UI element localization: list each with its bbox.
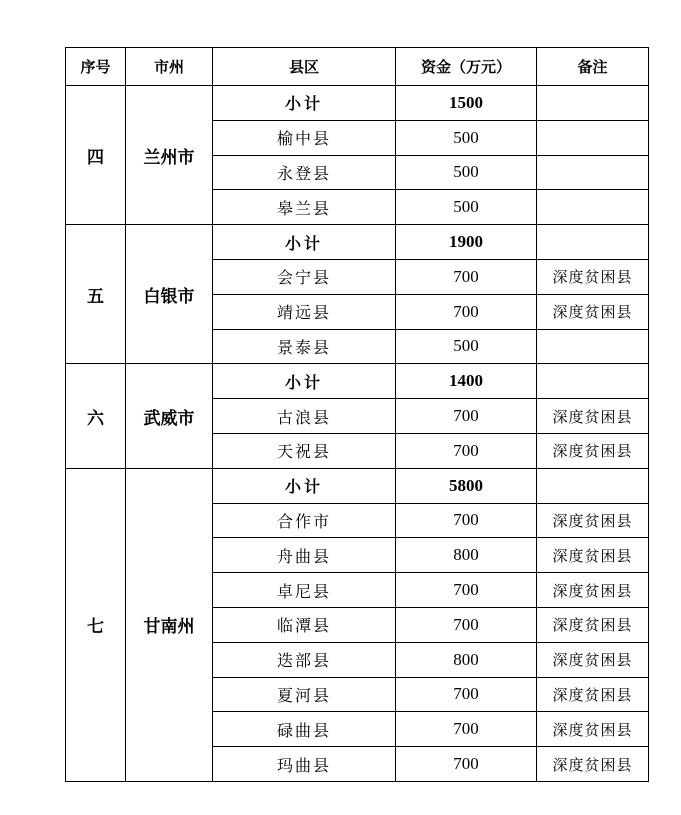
amount-cell: 700 bbox=[396, 747, 537, 782]
amount-cell: 700 bbox=[396, 712, 537, 747]
county-cell: 皋兰县 bbox=[213, 190, 396, 225]
note-cell bbox=[537, 225, 649, 260]
note-cell: 深度贫困县 bbox=[537, 503, 649, 538]
county-cell: 榆中县 bbox=[213, 120, 396, 155]
table-row bbox=[66, 468, 649, 503]
amount-cell: 700 bbox=[396, 677, 537, 712]
note-cell: 深度贫困县 bbox=[537, 433, 649, 468]
group-seq: 五 bbox=[66, 225, 126, 364]
county-cell: 舟曲县 bbox=[213, 538, 396, 573]
county-cell: 靖远县 bbox=[213, 294, 396, 329]
county-cell: 夏河县 bbox=[213, 677, 396, 712]
header-amount: 资金（万元） bbox=[396, 48, 537, 86]
note-cell bbox=[537, 329, 649, 364]
county-cell: 碌曲县 bbox=[213, 712, 396, 747]
county-cell: 永登县 bbox=[213, 155, 396, 190]
note-cell: 深度贫困县 bbox=[537, 747, 649, 782]
table-row bbox=[66, 86, 649, 121]
amount-cell: 5800 bbox=[396, 468, 537, 503]
group-city: 武威市 bbox=[126, 364, 213, 468]
amount-cell: 700 bbox=[396, 399, 537, 434]
group-seq: 七 bbox=[66, 468, 126, 781]
county-cell: 小计 bbox=[213, 86, 396, 121]
amount-cell: 500 bbox=[396, 329, 537, 364]
note-cell bbox=[537, 364, 649, 399]
amount-cell: 800 bbox=[396, 538, 537, 573]
note-cell: 深度贫困县 bbox=[537, 677, 649, 712]
note-cell bbox=[537, 86, 649, 121]
amount-cell: 1900 bbox=[396, 225, 537, 260]
county-cell: 卓尼县 bbox=[213, 573, 396, 608]
county-cell: 会宁县 bbox=[213, 259, 396, 294]
header-city: 市州 bbox=[126, 48, 213, 86]
group-city: 白银市 bbox=[126, 225, 213, 364]
table-row bbox=[66, 364, 649, 399]
county-cell: 玛曲县 bbox=[213, 747, 396, 782]
amount-cell: 500 bbox=[396, 155, 537, 190]
amount-cell: 700 bbox=[396, 607, 537, 642]
amount-cell: 700 bbox=[396, 503, 537, 538]
note-cell: 深度贫困县 bbox=[537, 573, 649, 608]
group-seq: 四 bbox=[66, 86, 126, 225]
note-cell bbox=[537, 155, 649, 190]
county-cell: 迭部县 bbox=[213, 642, 396, 677]
county-cell: 小计 bbox=[213, 364, 396, 399]
note-cell: 深度贫困县 bbox=[537, 538, 649, 573]
county-cell: 天祝县 bbox=[213, 433, 396, 468]
amount-cell: 500 bbox=[396, 190, 537, 225]
group-seq: 六 bbox=[66, 364, 126, 468]
county-cell: 小计 bbox=[213, 468, 396, 503]
note-cell: 深度贫困县 bbox=[537, 607, 649, 642]
group-city: 兰州市 bbox=[126, 86, 213, 225]
note-cell: 深度贫困县 bbox=[537, 712, 649, 747]
amount-cell: 700 bbox=[396, 259, 537, 294]
note-cell: 深度贫困县 bbox=[537, 294, 649, 329]
note-cell bbox=[537, 468, 649, 503]
note-cell: 深度贫困县 bbox=[537, 259, 649, 294]
header-row bbox=[66, 48, 649, 86]
county-cell: 合作市 bbox=[213, 503, 396, 538]
header-county: 县区 bbox=[213, 48, 396, 86]
amount-cell: 700 bbox=[396, 433, 537, 468]
note-cell bbox=[537, 190, 649, 225]
county-cell: 小计 bbox=[213, 225, 396, 260]
amount-cell: 800 bbox=[396, 642, 537, 677]
amount-cell: 500 bbox=[396, 120, 537, 155]
table-row bbox=[66, 225, 649, 260]
note-cell: 深度贫困县 bbox=[537, 642, 649, 677]
amount-cell: 700 bbox=[396, 573, 537, 608]
header-note: 备注 bbox=[537, 48, 649, 86]
group-city: 甘南州 bbox=[126, 468, 213, 781]
county-cell: 临潭县 bbox=[213, 607, 396, 642]
note-cell bbox=[537, 120, 649, 155]
amount-cell: 1500 bbox=[396, 86, 537, 121]
amount-cell: 1400 bbox=[396, 364, 537, 399]
header-seq: 序号 bbox=[66, 48, 126, 86]
amount-cell: 700 bbox=[396, 294, 537, 329]
county-cell: 古浪县 bbox=[213, 399, 396, 434]
county-cell: 景泰县 bbox=[213, 329, 396, 364]
note-cell: 深度贫困县 bbox=[537, 399, 649, 434]
funds-allocation-table bbox=[65, 47, 649, 782]
